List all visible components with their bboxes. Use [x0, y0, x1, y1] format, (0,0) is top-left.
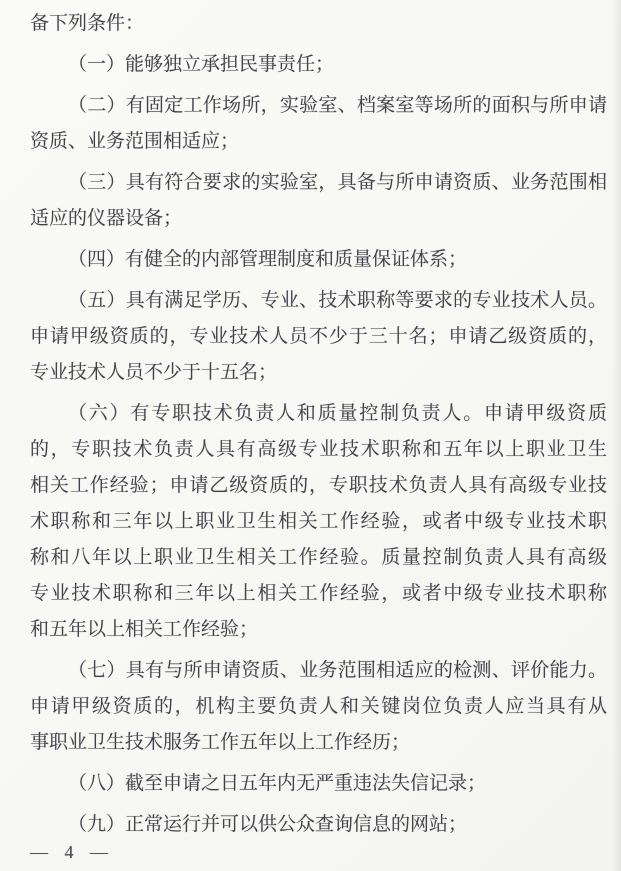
text-line: （三）具有符合要求的实验室，具备与所申请资质、业务范围相 [68, 172, 607, 193]
text-line: 申请甲级资质的，机构主要负责人和关键岗位负责人应当具有从 [30, 696, 607, 717]
text-line: 和五年以上相关工作经验； [30, 619, 259, 640]
page-number: — 4 — [30, 842, 110, 862]
text-line: （六）有专职技术负责人和质量控制负责人。申请甲级资质 [68, 403, 607, 424]
paragraph [30, 283, 607, 391]
text-line: （五）具有满足学历、专业、技术职称等要求的专业技术人员。 [68, 290, 607, 311]
paragraph [30, 88, 607, 160]
text-line: 专业技术人员不少于十五名； [30, 362, 278, 383]
text-line: 相关工作经验；申请乙级资质的，专职技术负责人具有高级专业技 [30, 475, 607, 496]
text-line: 适应的仪器设备； [30, 208, 183, 229]
paragraph [30, 165, 607, 237]
text-line: （四）有健全的内部管理制度和质量保证体系； [68, 249, 468, 270]
document-body [30, 6, 607, 843]
paragraph [30, 6, 607, 42]
text-line: 申请甲级资质的，专业技术人员不少于三十名；申请乙级资质的， [30, 326, 607, 347]
text-line: （七）具有与所申请资质、业务范围相适应的检测、评价能力。 [68, 660, 607, 681]
paragraph [30, 653, 607, 761]
paragraph [30, 242, 607, 278]
text-line: （九）正常运行并可以供公众查询信息的网站； [68, 814, 468, 835]
text-line: 资质、业务范围相适应； [30, 131, 240, 152]
paragraph [30, 766, 607, 802]
text-line: （二）有固定工作场所，实验室、档案室等场所的面积与所申请 [68, 95, 607, 116]
text-line: 专业技术职称和三年以上相关工作经验，或者中级专业技术职称 [30, 583, 607, 604]
paragraph [30, 396, 607, 648]
text-line: 备下列条件： [30, 13, 145, 34]
text-line: 称和八年以上职业卫生相关工作经验。质量控制负责人具有高级 [30, 547, 607, 568]
paragraph [30, 47, 607, 83]
paragraph [30, 807, 607, 843]
text-line: （八）截至申请之日五年内无严重违法失信记录； [68, 773, 487, 794]
text-line: （一）能够独立承担民事责任； [68, 54, 335, 75]
text-line: 事职业卫生技术服务工作五年以上工作经历； [30, 732, 411, 753]
text-line: 的，专职技术负责人具有高级专业技术职称和五年以上职业卫生 [30, 439, 607, 460]
text-line: 术职称和三年以上职业卫生相关工作经验，或者中级专业技术职 [30, 511, 607, 532]
